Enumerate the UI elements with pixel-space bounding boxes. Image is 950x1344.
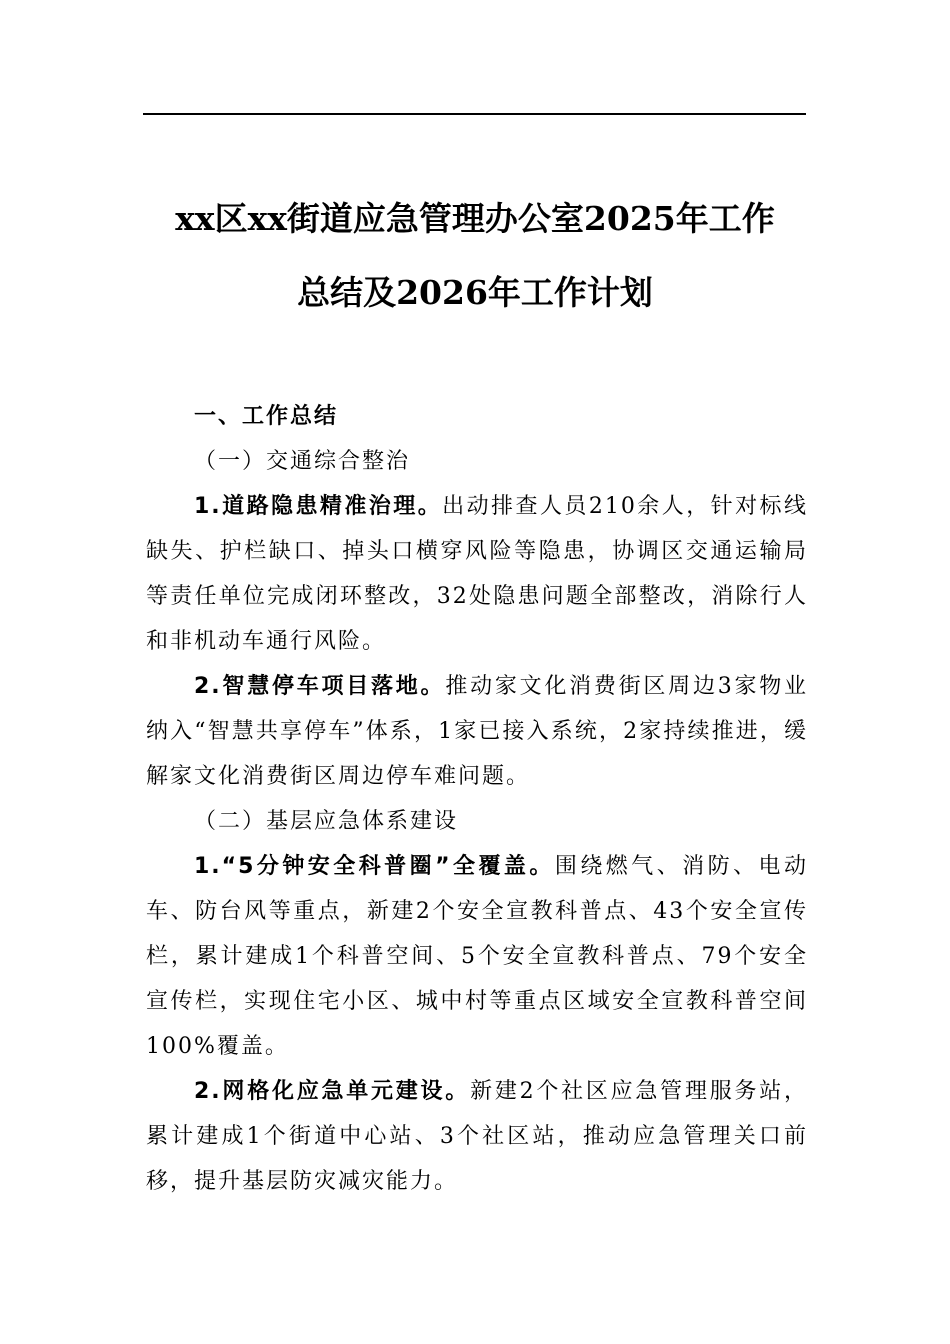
paragraph-text: 出动排查人员210余人，针对标线缺失、护栏缺口、掉头口横穿风险等隐患，协调区交通运输局等责任单位完成闭环整改，32处隐患问题全部整改，消除行人和非机动车通行风险。 (146, 494, 808, 654)
title-line-1: xx区xx街道应急管理办公室2025年工作 (175, 199, 775, 238)
document-body (146, 394, 808, 1204)
paragraph (146, 484, 808, 664)
paragraph-lead: 1.道路隐患精准治理。 (194, 494, 443, 519)
header-rule (143, 113, 806, 115)
title-line-2: 总结及2026年工作计划 (297, 273, 653, 312)
paragraph-lead: 2.网格化应急单元建设。 (194, 1079, 471, 1104)
subsection-heading: （二）基层应急体系建设 (194, 809, 459, 834)
paragraph (146, 1069, 808, 1204)
paragraph-text: 新建2个社区应急管理服务站，累计建成1个街道中心站、3个社区站，推动应急管理关口前移，提升基层防灾减灾能力。 (146, 1079, 809, 1194)
paragraph-text: 围绕燃气、消防、电动车、防台风等重点，新建2个安全宣教科普点、43个安全宣传栏，累计建成1个科普空间、5个安全宣教科普点、79个安全宣传栏，实现住宅小区、城中村等重点区域安全宣教科普空间100%覆盖。 (146, 854, 808, 1059)
document-title (120, 182, 830, 330)
paragraph (146, 844, 808, 1069)
subsection-heading: （一）交通综合整治 (194, 449, 411, 474)
paragraph (146, 664, 808, 799)
paragraph-lead: 2.智慧停车项目落地。 (194, 674, 446, 699)
paragraph-lead: 1.“5分钟安全科普圈”全覆盖。 (194, 854, 555, 879)
paragraph-text: 推动家文化消费街区周边3家物业纳入“智慧共享停车”体系，1家已接入系统，2家持续推进，缓解家文化消费街区周边停车难问题。 (146, 674, 809, 789)
section-heading: 一、工作总结 (194, 404, 339, 429)
